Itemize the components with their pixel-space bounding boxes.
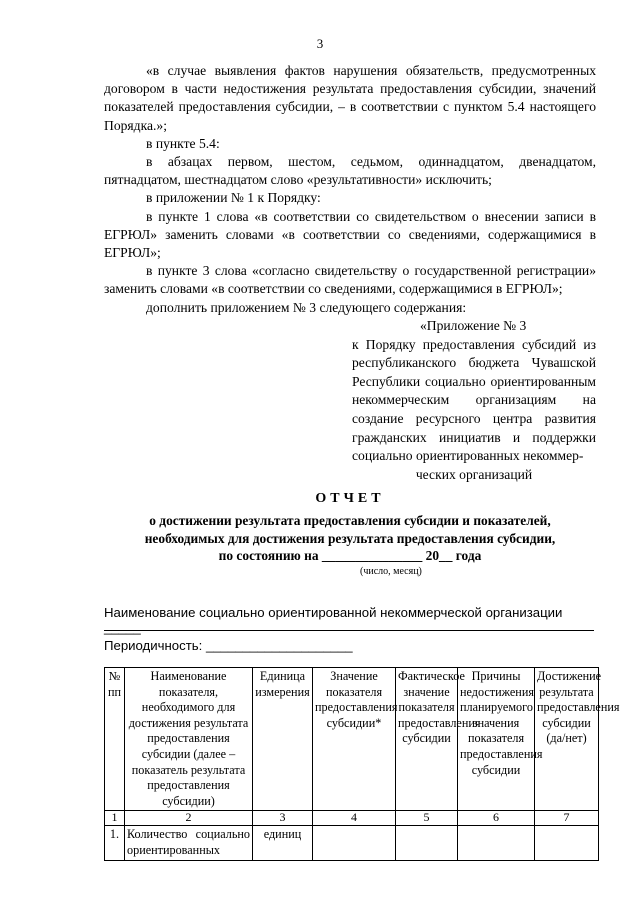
column-number: 1 [105, 811, 125, 826]
paragraph: дополнить приложением № 3 следующего содержания: [146, 299, 467, 315]
column-number: 3 [253, 811, 313, 826]
paragraph: в пункте 5.4: [146, 135, 220, 151]
appendix-text-end: ческих организаций [415, 466, 533, 482]
report-date-line: по состоянию на _______________ 20__ года [218, 548, 482, 564]
paragraph: в приложении № 1 к Порядку: [146, 190, 321, 206]
body-text [104, 62, 596, 317]
report-subtitle-line: необходимых для достижения результата предоставления субсидии, [144, 530, 556, 546]
header-cell-achievement: Достижение результата предоставления субсидии (да/нет) [535, 668, 599, 811]
header-cell-planned-value: Значение показателя предоставления субсидии* [313, 668, 396, 811]
table-cell [396, 826, 458, 861]
page-number: 3 [316, 36, 324, 51]
column-number: 6 [458, 811, 535, 826]
appendix-title: «Приложение № 3 [420, 318, 527, 333]
column-number: 2 [125, 811, 253, 826]
date-caption-text: (число, месяц) [360, 566, 422, 577]
header-cell-number: № пп [105, 668, 125, 811]
periodicity-line: Периодичность: ____________________ [104, 638, 353, 653]
paragraph: «в случае выявления фактов нарушения обязательств, предусмотренных договором в части недостижения результата предоставления субсидии, значений показателей предоставления субсидии, – в соответствии с пунктом 5.4 настоящего Порядка.»; [104, 63, 596, 133]
table-cell: 1. [105, 826, 125, 861]
table-row [105, 826, 599, 861]
column-number: 4 [313, 811, 396, 826]
appendix-text: к Порядку предоставления субсидий из республиканского бюджета Чувашской Республики социально ориентированным некоммерческим организациям на создание ресурсного центра развития гражданских инициатив и поддержки социально ориентированных некоммер- [352, 336, 596, 464]
report-subtitle-line: о достижении результата предоставления субсидии и показателей, [149, 513, 551, 528]
table-cell [535, 826, 599, 861]
blank-line [104, 630, 594, 631]
table-header-row [105, 668, 599, 811]
column-number: 5 [396, 811, 458, 826]
paragraph: в пункте 1 слова «в соответствии со свидетельством о внесении записи в ЕГРЮЛ» заменить словами «в соответствии со сведениями, содержащимися в ЕГРЮЛ»; [104, 208, 596, 261]
header-cell-indicator: Наименование показателя, необходимого для достижения результата предоставления субсидии (далее – показатель результата предоставления субсидии) [125, 668, 253, 811]
table-cell [313, 826, 396, 861]
appendix-heading [352, 317, 596, 484]
header-cell-unit: Единица измерения [253, 668, 313, 811]
report-table [104, 667, 620, 861]
report-title: ОТЧЕТ [315, 491, 385, 506]
paragraph: в пункте 3 слова «согласно свидетельству о государственной регистрации» заменить словами «в соответствии со сведениями, содержащимися в ЕГРЮЛ»; [104, 263, 596, 297]
report-subtitle [104, 512, 596, 565]
table-cell [458, 826, 535, 861]
header-cell-reasons: Причины недостижения планируемого значения показателя предоставления субсидии [458, 668, 535, 811]
column-number: 7 [535, 811, 599, 826]
organization-name-line: Наименование социально ориентированной некоммерческой организации _____ [104, 605, 563, 635]
table-cell: Количество социально ориентированных [125, 826, 253, 861]
table-column-numbers-row [105, 811, 599, 826]
table-cell: единиц [253, 826, 313, 861]
header-cell-actual-value: Фактическое значение показателя предоставления субсидии [396, 668, 458, 811]
paragraph: в абзацах первом, шестом, седьмом, одиннадцатом, двенадцатом, пятнадцатом, шестнадцатом слово «результативности» исключить; [104, 154, 596, 188]
